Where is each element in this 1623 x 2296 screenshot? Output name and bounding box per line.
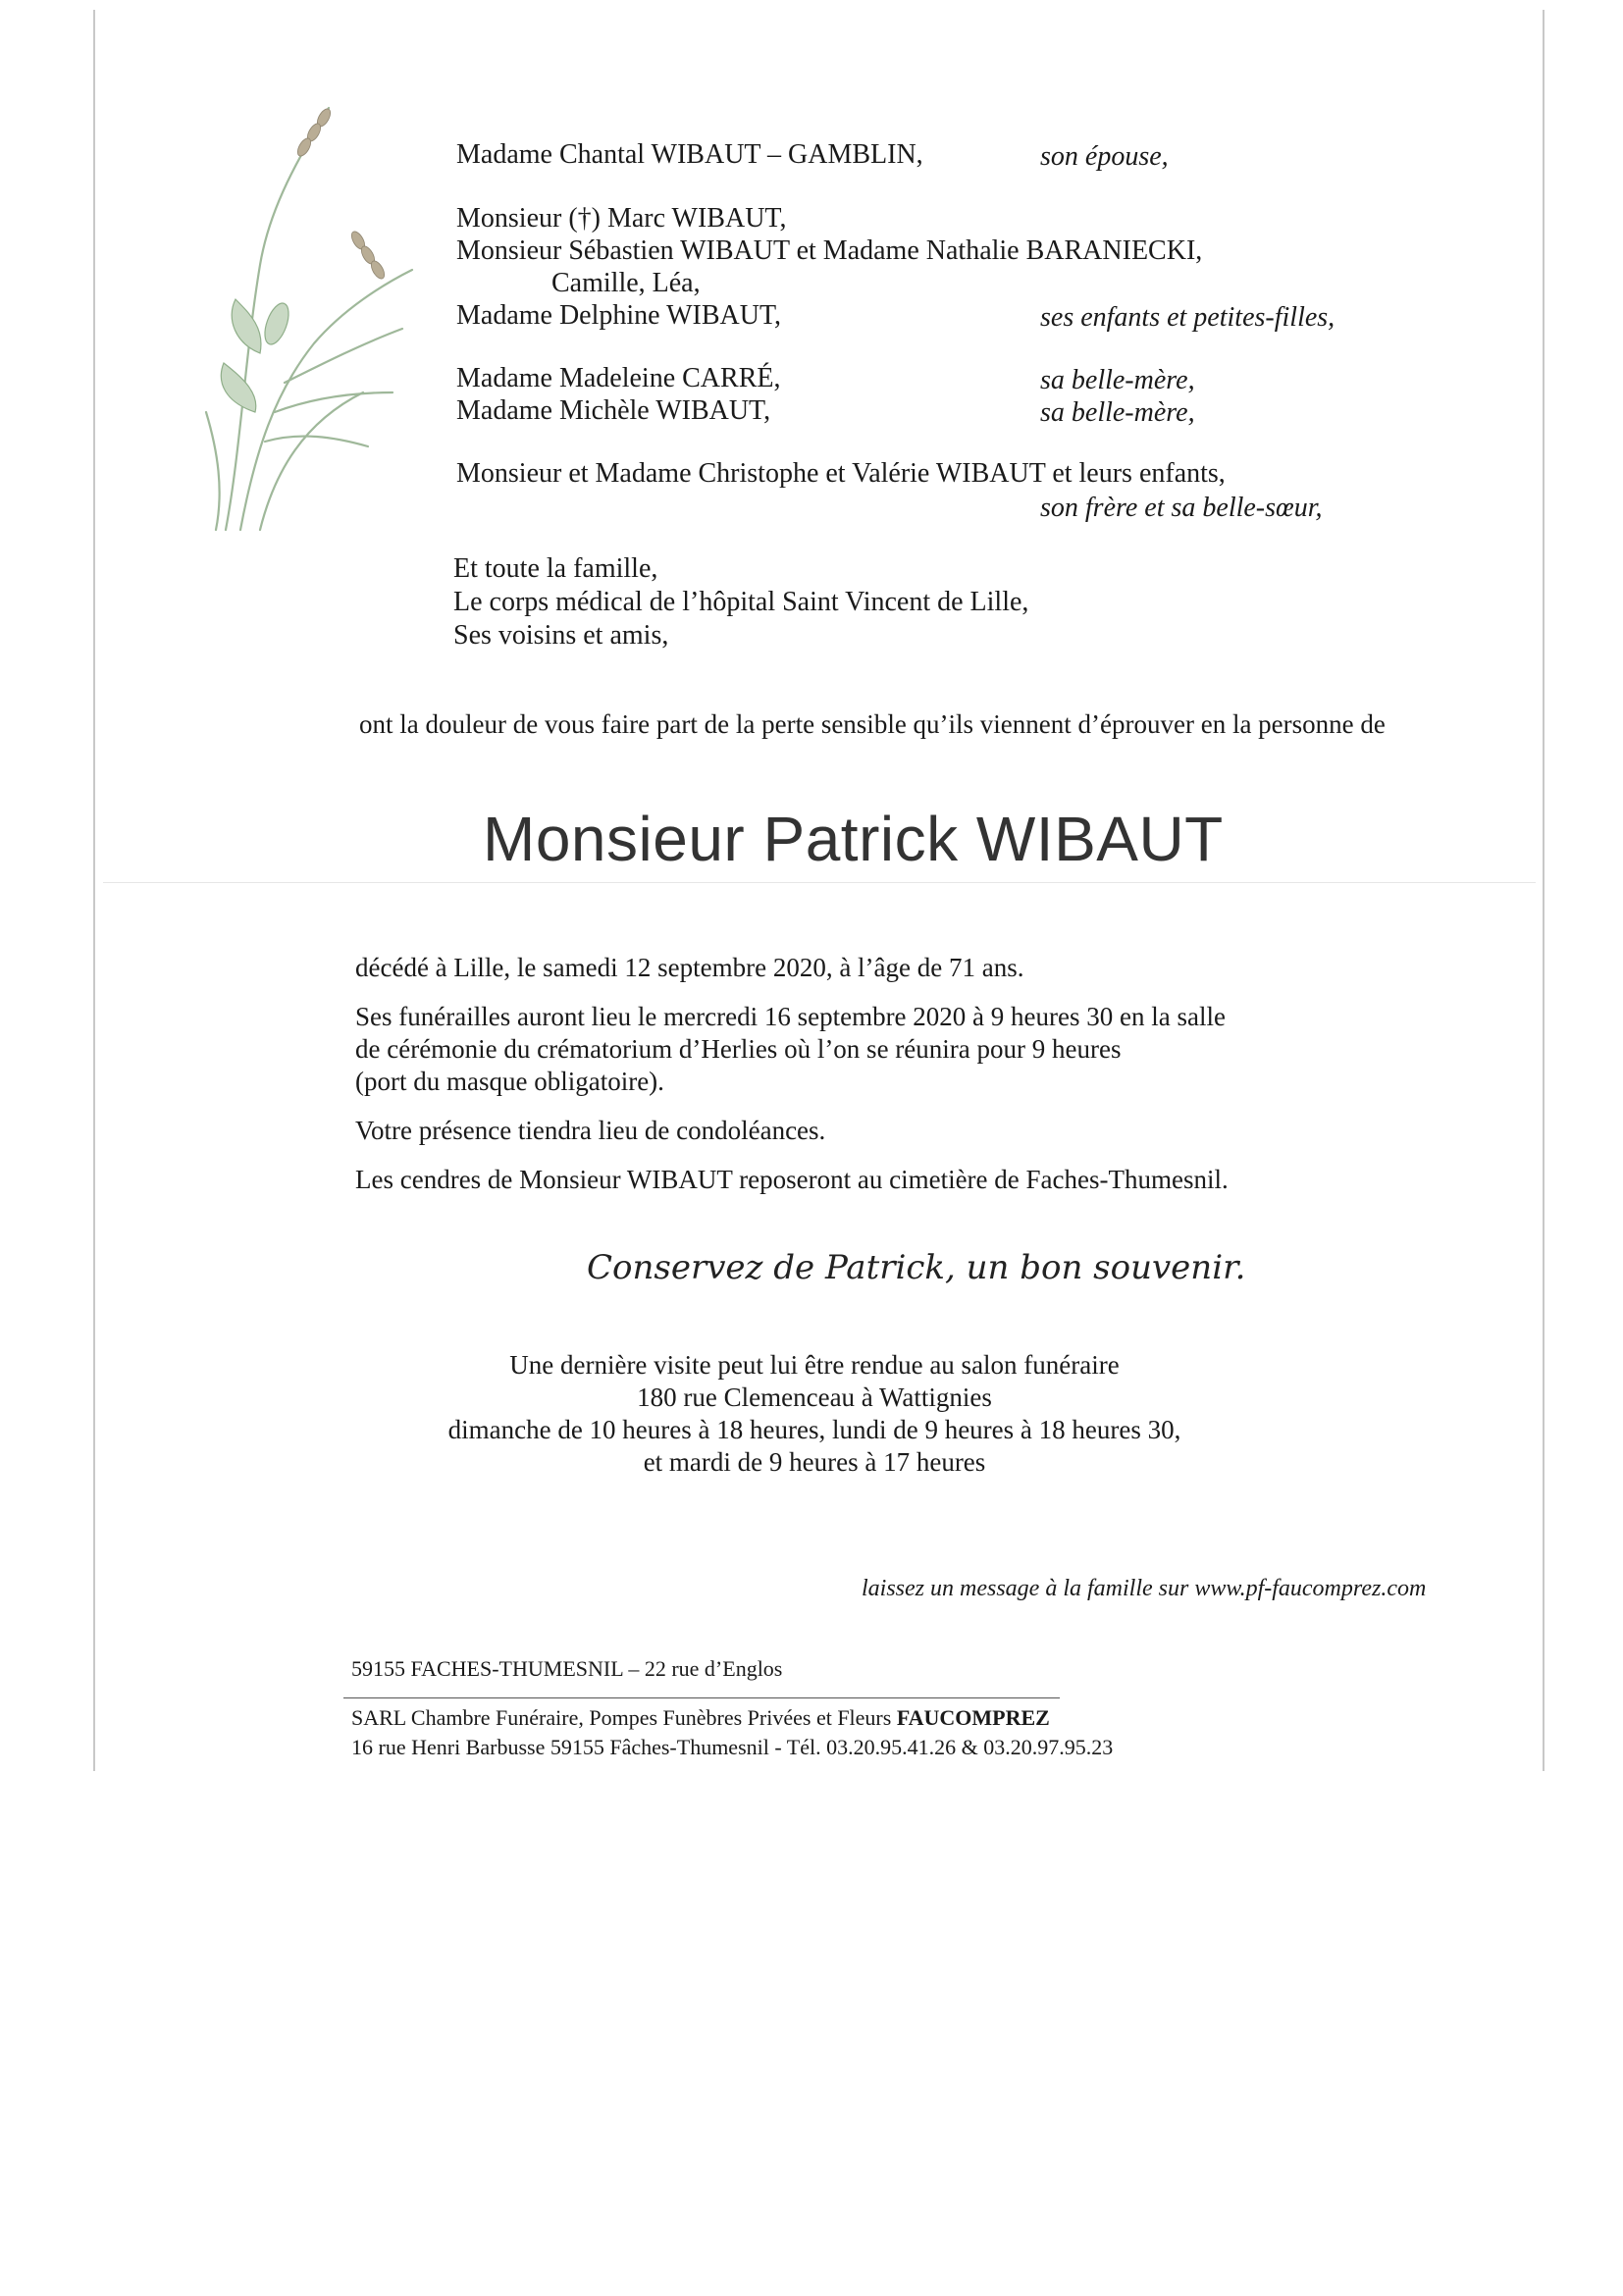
visit-line-2: 180 rue Clemenceau à Wattignies xyxy=(637,1383,992,1412)
condolences-text: Votre présence tiendra lieu de condoléances. xyxy=(355,1116,826,1145)
family-child-1: Monsieur (†) Marc WIBAUT, xyxy=(456,203,787,234)
visit-line-1: Une dernière visite peut lui être rendue au salon funéraire xyxy=(509,1350,1120,1380)
family-sibling-name: Monsieur et Madame Christophe et Valérie WIBAUT et leurs enfants, xyxy=(456,458,1226,489)
family-inlaw-2-name: Madame Michèle WIBAUT, xyxy=(456,395,771,426)
family-others-3: Ses voisins et amis, xyxy=(453,620,669,651)
footer-address: 59155 FACHES-THUMESNIL – 22 rue d’Englos xyxy=(351,1656,783,1681)
family-sibling-role: son frère et sa belle-sœur, xyxy=(1040,493,1323,523)
family-child-2: Monsieur Sébastien WIBAUT et Madame Nathalie BARANIECKI, xyxy=(456,235,1203,266)
family-inlaw-2-role: sa belle-mère, xyxy=(1040,397,1195,428)
family-children-role: ses enfants et petites-filles, xyxy=(1040,302,1335,333)
family-grandchildren: Camille, Léa, xyxy=(551,268,701,298)
family-spouse-name: Madame Chantal WIBAUT – GAMBLIN, xyxy=(456,139,923,170)
website-note[interactable]: laissez un message à la famille sur www.pf-faucomprez.com xyxy=(862,1576,1427,1601)
deceased-name-heading: Monsieur Patrick WIBAUT xyxy=(483,804,1224,874)
footer-separator xyxy=(343,1697,1060,1698)
funeral-line-3: (port du masque obligatoire). xyxy=(355,1067,664,1096)
family-others-1: Et toute la famille, xyxy=(453,553,658,584)
visit-line-4: et mardi de 9 heures à 17 heures xyxy=(643,1447,986,1477)
family-others-2: Le corps médical de l’hôpital Saint Vincent de Lille, xyxy=(453,587,1029,617)
family-child-3: Madame Delphine WIBAUT, xyxy=(456,300,781,331)
announcement-text: ont la douleur de vous faire part de la perte sensible qu’ils viennent d’éprouver en la personne de xyxy=(359,709,1386,739)
footer-company-name: FAUCOMPREZ xyxy=(896,1705,1050,1730)
funeral-line-2: de cérémonie du crématorium d’Herlies où l’on se réunira pour 9 heures xyxy=(355,1034,1122,1064)
funeral-line-1: Ses funérailles auront lieu le mercredi 16 septembre 2020 à 9 heures 30 en la salle xyxy=(355,1002,1226,1031)
fold-line xyxy=(103,882,1536,883)
memory-quote: Conservez de Patrick, un bon souvenir. xyxy=(587,1248,1246,1287)
wheat-lily-icon xyxy=(167,98,422,540)
family-inlaw-1-name: Madame Madeleine CARRÉ, xyxy=(456,363,781,393)
ashes-text: Les cendres de Monsieur WIBAUT reposeront au cimetière de Faches-Thumesnil. xyxy=(355,1165,1229,1194)
family-spouse-role: son épouse, xyxy=(1040,141,1169,172)
family-inlaw-1-role: sa belle-mère, xyxy=(1040,365,1195,395)
footer-company xyxy=(351,1703,1050,1732)
page-left-border xyxy=(93,10,95,1771)
page-right-border xyxy=(1543,10,1544,1771)
visit-line-3: dimanche de 10 heures à 18 heures, lundi de 9 heures à 18 heures 30, xyxy=(447,1415,1181,1444)
footer-company-prefix: SARL Chambre Funéraire, Pompes Funèbres Privées et Fleurs xyxy=(351,1705,892,1730)
death-details: décédé à Lille, le samedi 12 septembre 2020, à l’âge de 71 ans. xyxy=(355,953,1024,982)
footer-company-contact: 16 rue Henri Barbusse 59155 Fâches-Thumesnil - Tél. 03.20.95.41.26 & 03.20.97.95.23 xyxy=(351,1735,1114,1759)
